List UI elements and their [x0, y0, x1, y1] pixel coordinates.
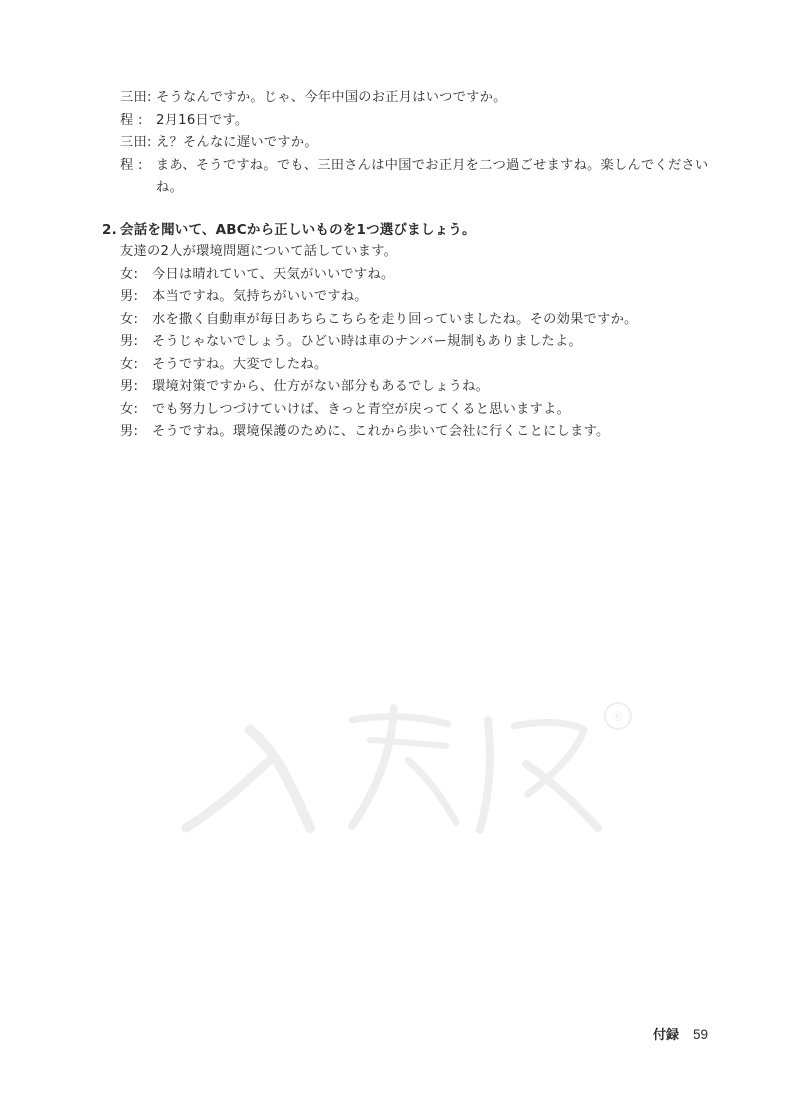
- dialogue-line: [120, 354, 722, 377]
- dialogue-line: [120, 399, 722, 422]
- exercise-section-2: [102, 219, 722, 444]
- footer-section-label: 付録: [652, 1028, 679, 1043]
- utterance-text: そうですね。大変でしたね。: [152, 356, 328, 372]
- utterance-text: 水を撒く自動車が毎日あちらこちらを走り回っていましたね。その効果ですか。: [152, 311, 638, 327]
- speaker-label: 女:: [120, 266, 139, 282]
- section-title: 会話を聞いて、ABCから正しいものを1つ選びましょう。: [120, 222, 476, 238]
- utterance-text: そうじゃないでしょう。ひどい時は車のナンバー規制もありましたよ。: [152, 334, 583, 349]
- dialogue-line: [120, 286, 722, 309]
- utterance-text: 環境対策ですから、仕方がない部分もあるでしょうね。: [152, 379, 490, 394]
- speaker-label: 程 :: [120, 112, 143, 128]
- speaker-label: 女:: [120, 356, 139, 372]
- speaker-label: 女:: [120, 401, 139, 417]
- speaker-label: 男:: [120, 289, 139, 304]
- utterance-text: 2月16日です。: [156, 112, 249, 128]
- speaker-label: 三田:: [120, 135, 152, 150]
- utterance-text: そうなんですか。じゃ、今年中国のお正月はいつですか。: [156, 90, 507, 105]
- section-body: [120, 241, 722, 444]
- dialogue-line: [120, 110, 720, 133]
- speaker-label: 三田:: [120, 90, 152, 105]
- dialogue-intro: 友達の2人が環境問題について話しています。: [120, 244, 398, 259]
- registered-mark: ®: [611, 710, 625, 725]
- utterance-text: 今日は晴れていて、天気がいいですね。: [152, 266, 395, 282]
- page-footer: [653, 1024, 708, 1043]
- speaker-label: 男:: [120, 424, 139, 439]
- speaker-label: 男:: [120, 379, 139, 394]
- dialogue-line: [120, 421, 722, 444]
- page-number: 59: [692, 1027, 708, 1042]
- dialogue-line: [120, 132, 720, 155]
- utterance-text: え？そんなに遅いですか。: [156, 135, 318, 150]
- publisher-watermark: [180, 690, 640, 840]
- utterance-text: でも努力しつづけていけば、きっと青空が戻ってくると思いますよ。: [152, 401, 571, 417]
- utterance-text: 本当ですね。気持ちがいいですね。: [152, 289, 368, 304]
- dialogue-line: [120, 155, 720, 200]
- dialogue-line: [120, 87, 720, 110]
- speaker-label: 女:: [120, 311, 139, 327]
- dialogue-line: [120, 264, 722, 287]
- speaker-label: 程 :: [120, 157, 143, 173]
- utterance-text: まあ、そうですね。でも、三田さんは中国でお正月を二つ過ごせますね。楽しんでください ね。: [156, 157, 709, 195]
- section-heading: [102, 219, 722, 241]
- speaker-label: 男:: [120, 334, 139, 349]
- dialogue-line: [120, 331, 722, 354]
- utterance-text: そうですね。環境保護のために、これから歩いて会社に行くことにします。: [152, 424, 610, 439]
- dialogue-line: [120, 376, 722, 399]
- section-number: 2.: [102, 222, 117, 238]
- dialogue-continuation: [120, 87, 720, 200]
- dialogue-line: [120, 309, 722, 332]
